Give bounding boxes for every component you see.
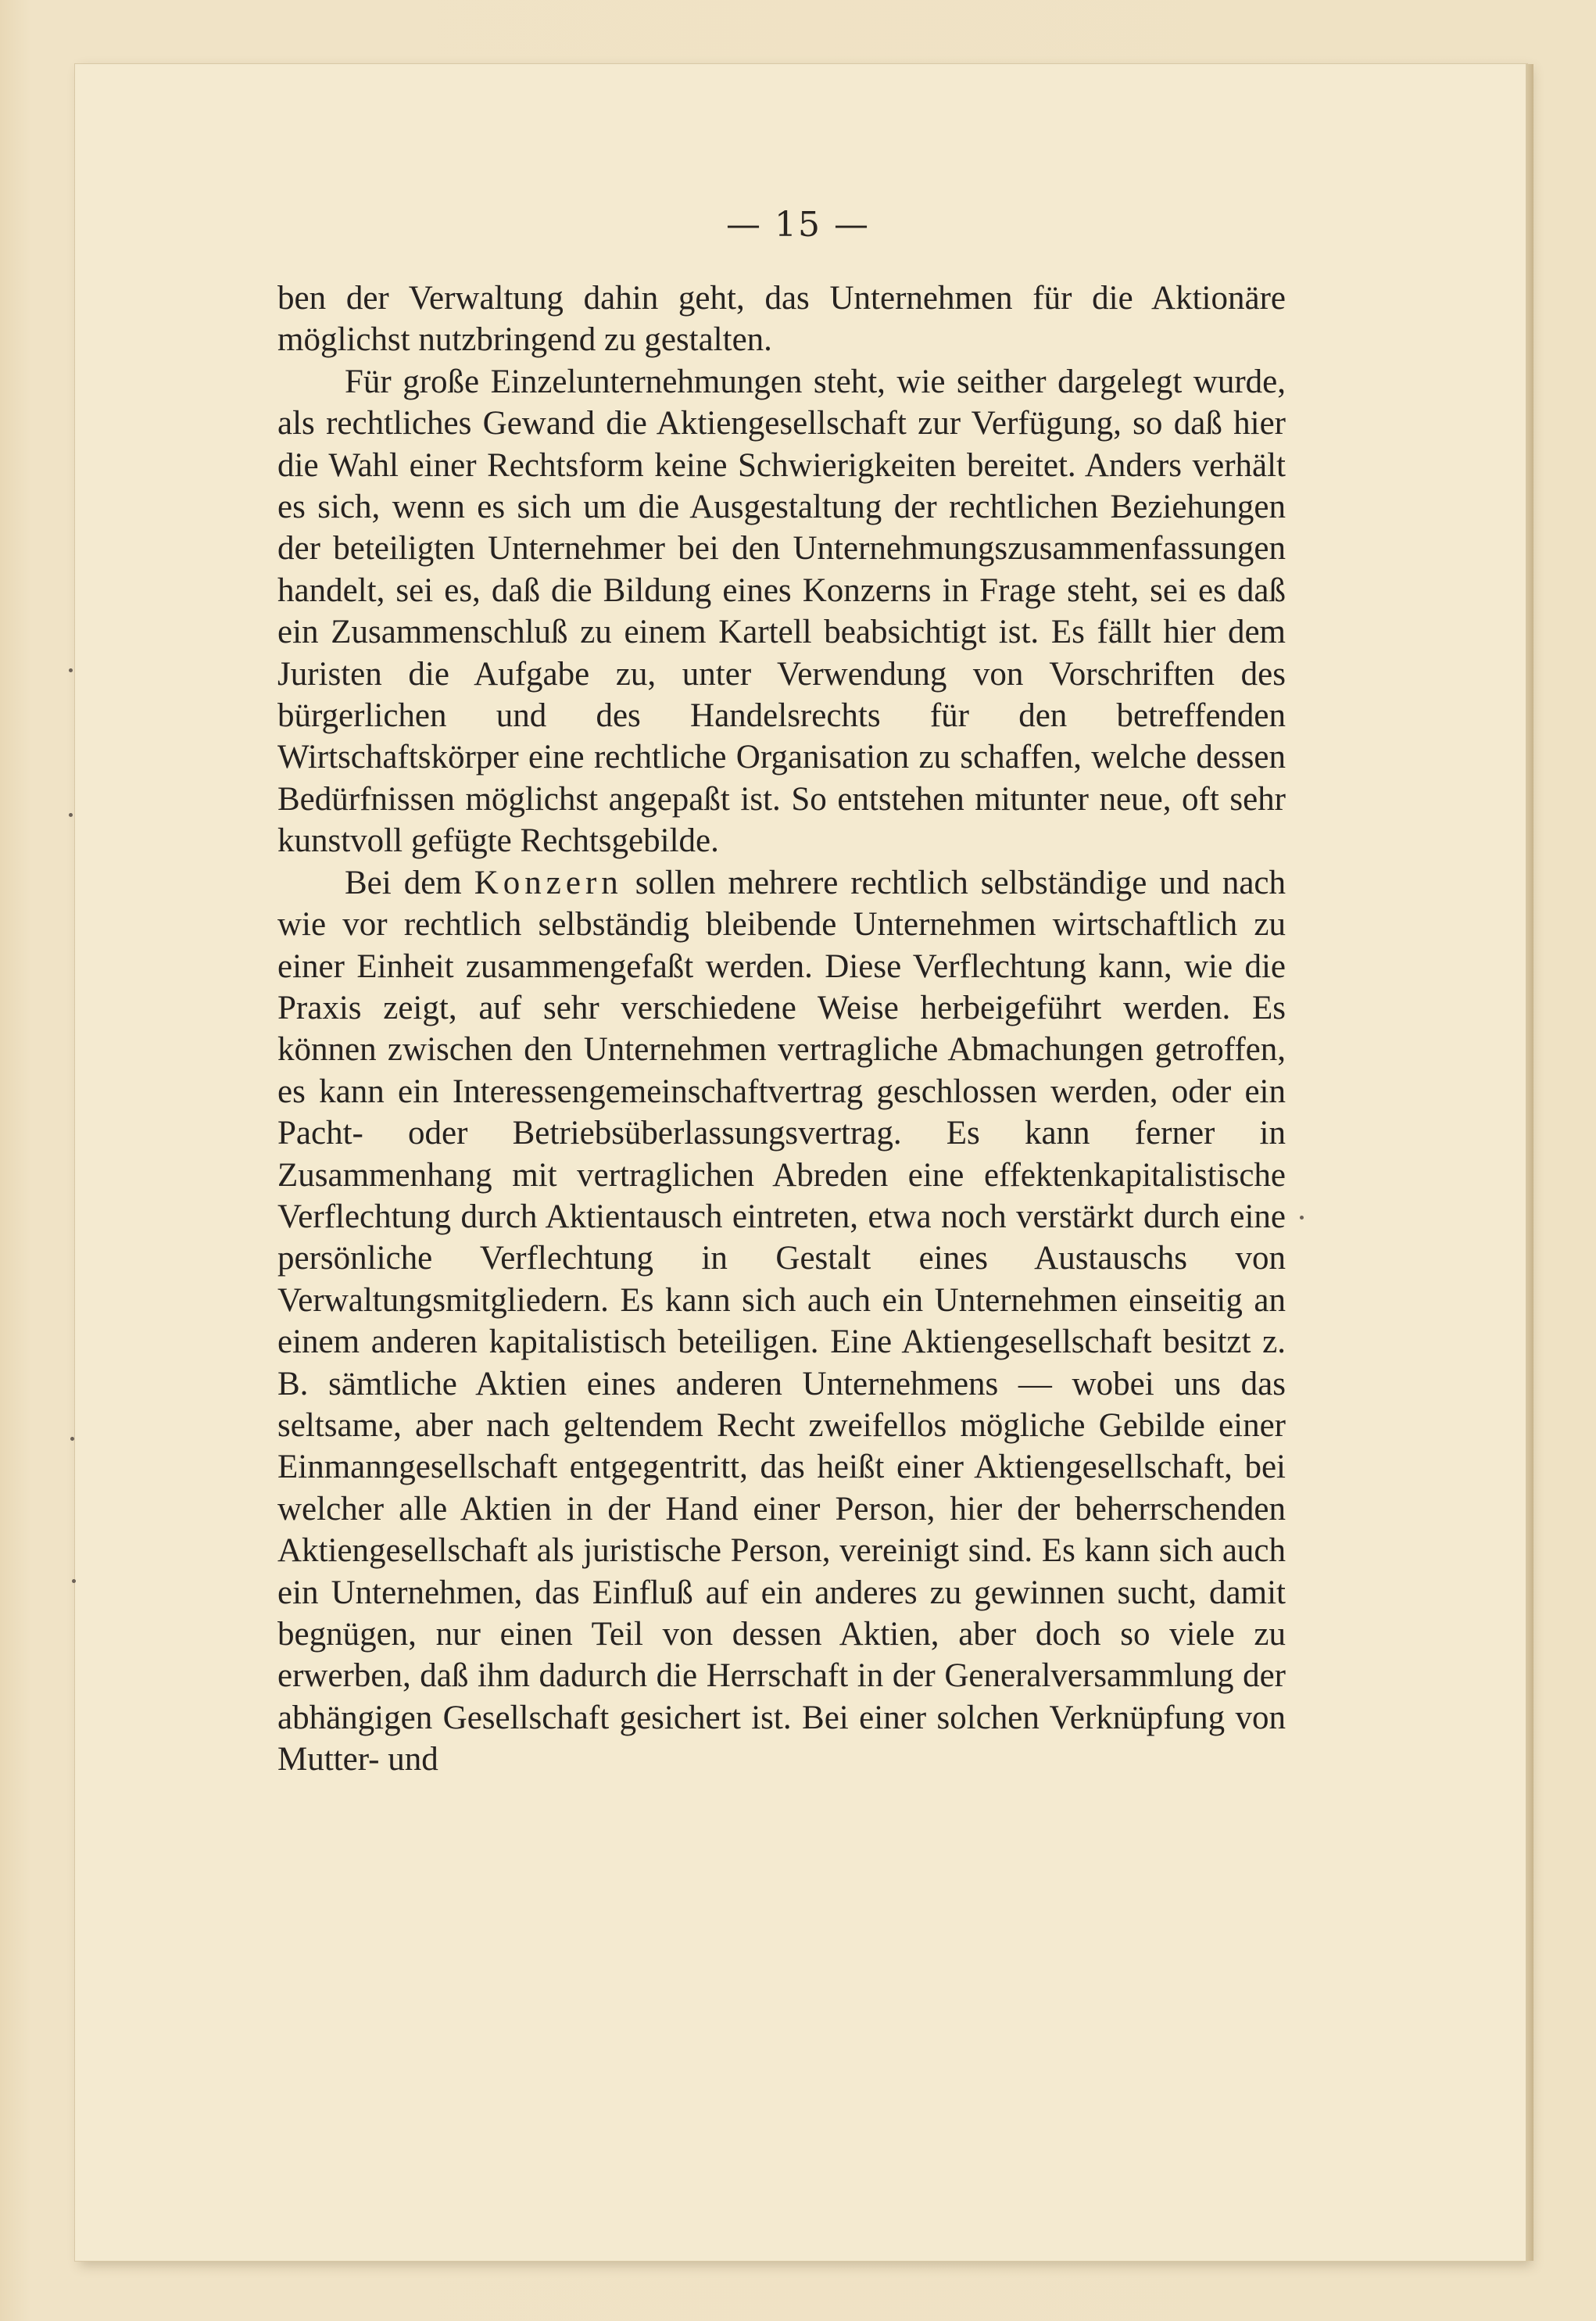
paragraph-text: sollen mehrere rechtlich selbständige und nach wie vor rechtlich selbständig bleibende Unternehmen wirtschaftlich zu einer Einheit zusammengefaßt werden. Diese Verflechtung kann, wie die Praxis zeigt, auf sehr verschiedene Weise herbeigeführt werden. Es können zwischen den Unternehmen vertragliche Abmachungen getroffen, es kann ein Interessengemeinschaftvertrag geschlossen werden, oder ein Pacht- oder Betriebsüberlassungsvertrag. Es kann ferner in Zusammenhang mit vertraglichen Abreden eine effektenkapitalistische Verflechtung durch Aktientausch eintreten, etwa noch verstärkt durch eine persönliche Verflechtung in Gestalt eines Austauschs von Verwaltungsmitgliedern. Es kann sich auch ein Unternehmen einseitig an einem anderen kapitalistisch beteiligen. Eine Aktiengesellschaft besitzt z. B. sämtliche Aktien eines anderen Unternehmens — wobei uns das seltsame, aber nach geltendem Recht zweifellos mögliche Gebilde einer Einmanngesellschaft entgegentritt, das heißt einer Aktiengesellschaft, bei welcher alle Aktien in der Hand einer Person, hier der beherrschenden Aktiengesellschaft als juristische Person, vereinigt sind. Es kann sich auch ein Unternehmen, das Einfluß auf ein anderes zu gewinnen sucht, damit begnügen, nur einen Teil von dessen Aktien, aber doch so viele zu erwerben, daß ihm dadurch die Herrschaft in der Generalversammlung der abhängigen Gesellschaft gesichert ist. Bei einer solchen Verknüpfung von Mutter- und [277,864,1286,1778]
paragraph: ben der Verwaltung dahin geht, das Unternehmen für die Aktionäre möglichst nutzbringend zu gestalten. [277,280,1286,359]
paragraph-text: Bei dem [345,864,474,901]
margin-dot [72,1579,76,1583]
margin-dot [1300,1216,1304,1220]
emphasized-term: Konzern [474,864,623,901]
margin-dot [70,1437,74,1441]
body-text [277,278,1286,1781]
page-edge [1526,64,1533,2261]
page-number: — 15 — [726,205,870,245]
paragraph [277,862,1286,1781]
margin-dot [69,668,73,672]
margin-dot [69,813,73,817]
paragraph: Für große Einzelunternehmungen steht, wie seither dargelegt wurde, als rechtliches Gewand die Aktiengesellschaft zur Verfügung, so daß hier die Wahl einer Rechtsform keine Schwierigkeiten bereitet. Anders verhält es sich, wenn es sich um die Ausgestaltung der rechtlichen Beziehungen der beteiligten Unternehmer bei den Unternehmungszusammenfassungen handelt, sei es, daß die Bildung eines Konzerns in Frage steht, sei es daß ein Zusammenschluß zu einem Kartell beabsichtigt ist. Es fällt hier dem Juristen die Aufgabe zu, unter Verwendung von Vorschriften des bürgerlichen und des Handelsrechts für den betreffenden Wirtschaftskörper eine rechtliche Organisation zu schaffen, welche dessen Bedürfnissen möglichst angepaßt ist. So entstehen mitunter neue, oft sehr kunstvoll gefügte Rechtsgebilde. [277,363,1286,860]
